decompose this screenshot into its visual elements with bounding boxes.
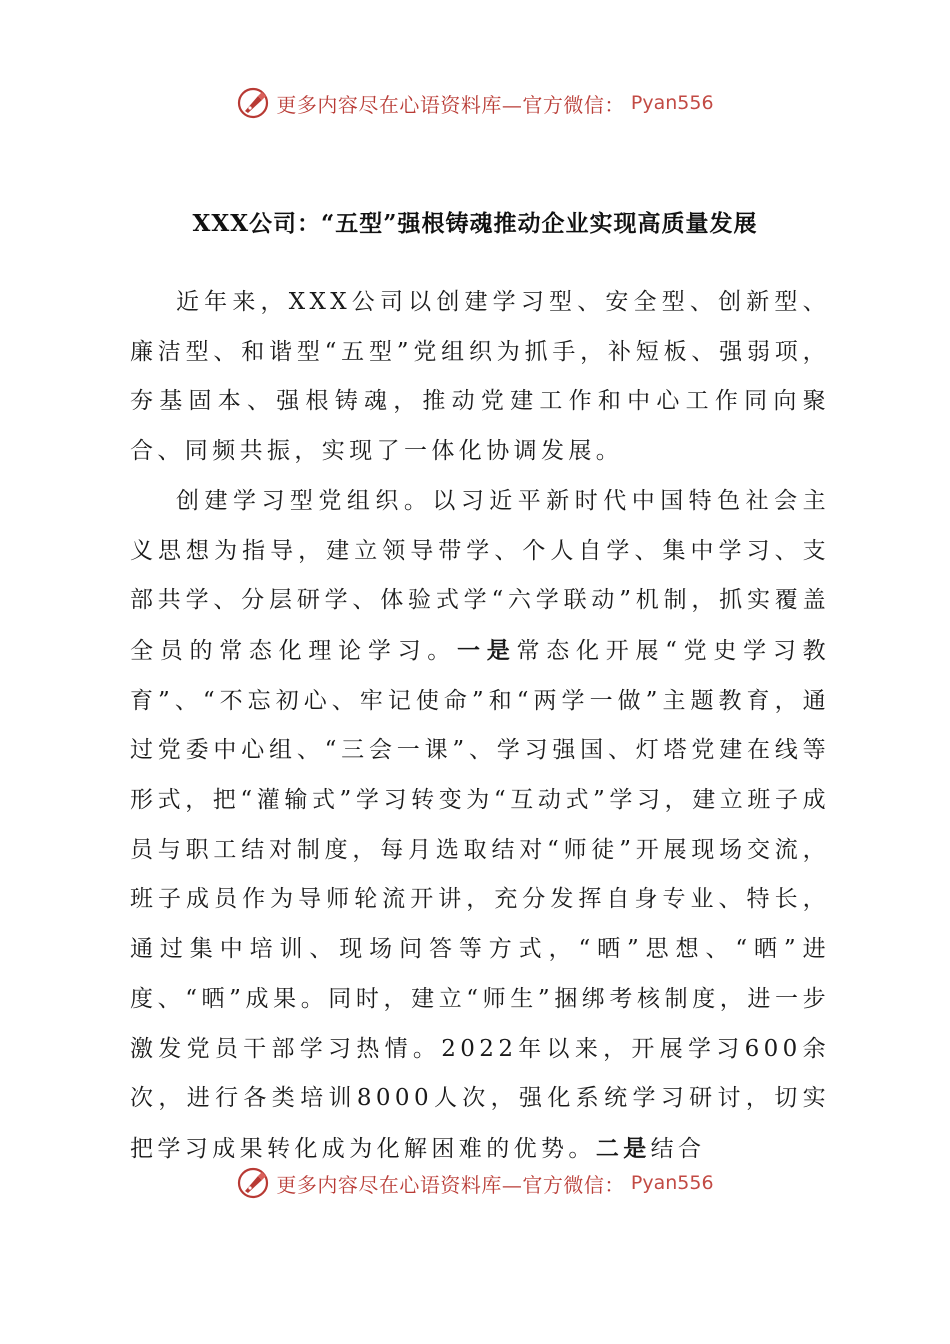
document-body <box>130 278 830 1175</box>
paragraph-intro: 近年来，XXX公司以创建学习型、安全型、创新型、廉洁型、和谐型“五型”党组织为抓手，补短板、强弱项，夯基固本、强根铸魂，推动党建工作和中心工作同向聚合、同频共振，实现了一体化协调发展。 <box>130 289 830 465</box>
pen-nib-logo-icon <box>236 1166 270 1200</box>
paragraph-text: 常态化开展“党史学习教育”、“不忘初心、牢记使命”和“两学一做”主题教育，通过党委中心组、“三会一课”、学习强国、灯塔党建在线等形式，把“灌输式”学习转变为“互动式”学习，建立班子成员与职工结对制度，每月选取结对“师徒”开展现场交流，班子成员作为导师轮流开讲，充分发挥自身专业、特长，通过集中培训、现场问答等方式，“晒”思想、“晒”进度、“晒”成果。同时，建立“师生”捆绑考核制度，进一步激发党员干部学习热情。2022年以来，开展学习600余次，进行各类培训8000人次，强化系统学习研讨，切实把学习成果转化成为化解困难的优势。 <box>130 637 830 1162</box>
banner-text: 更多内容尽在心语资料库—官方微信： <box>276 92 625 117</box>
document-title: XXX公司：“五型”强根铸魂推动企业实现高质量发展 <box>192 210 758 237</box>
banner-wechat-id: Pyan556 <box>630 1172 714 1194</box>
pen-nib-logo-icon <box>236 86 270 120</box>
paragraph-text: 结合 <box>650 1135 706 1162</box>
paragraph-text: 创建学习型党组织。以习近平新时代中国特色社会主义思想为指导，建立领导带学、个人自学、集中学习、支部共学、分层研学、体验式学“六学联动”机制，抓实覆盖全员的常态化理论学习。 <box>130 487 830 664</box>
paragraph-learning-org <box>130 477 830 1175</box>
banner-wechat-id: Pyan556 <box>630 92 714 114</box>
bold-marker-second: 二是 <box>595 1134 651 1162</box>
banner-text: 更多内容尽在心语资料库—官方微信： <box>276 1172 625 1197</box>
header-watermark-banner <box>0 83 950 123</box>
bold-marker-first: 一是 <box>457 636 517 664</box>
footer-watermark-banner <box>0 1163 950 1203</box>
